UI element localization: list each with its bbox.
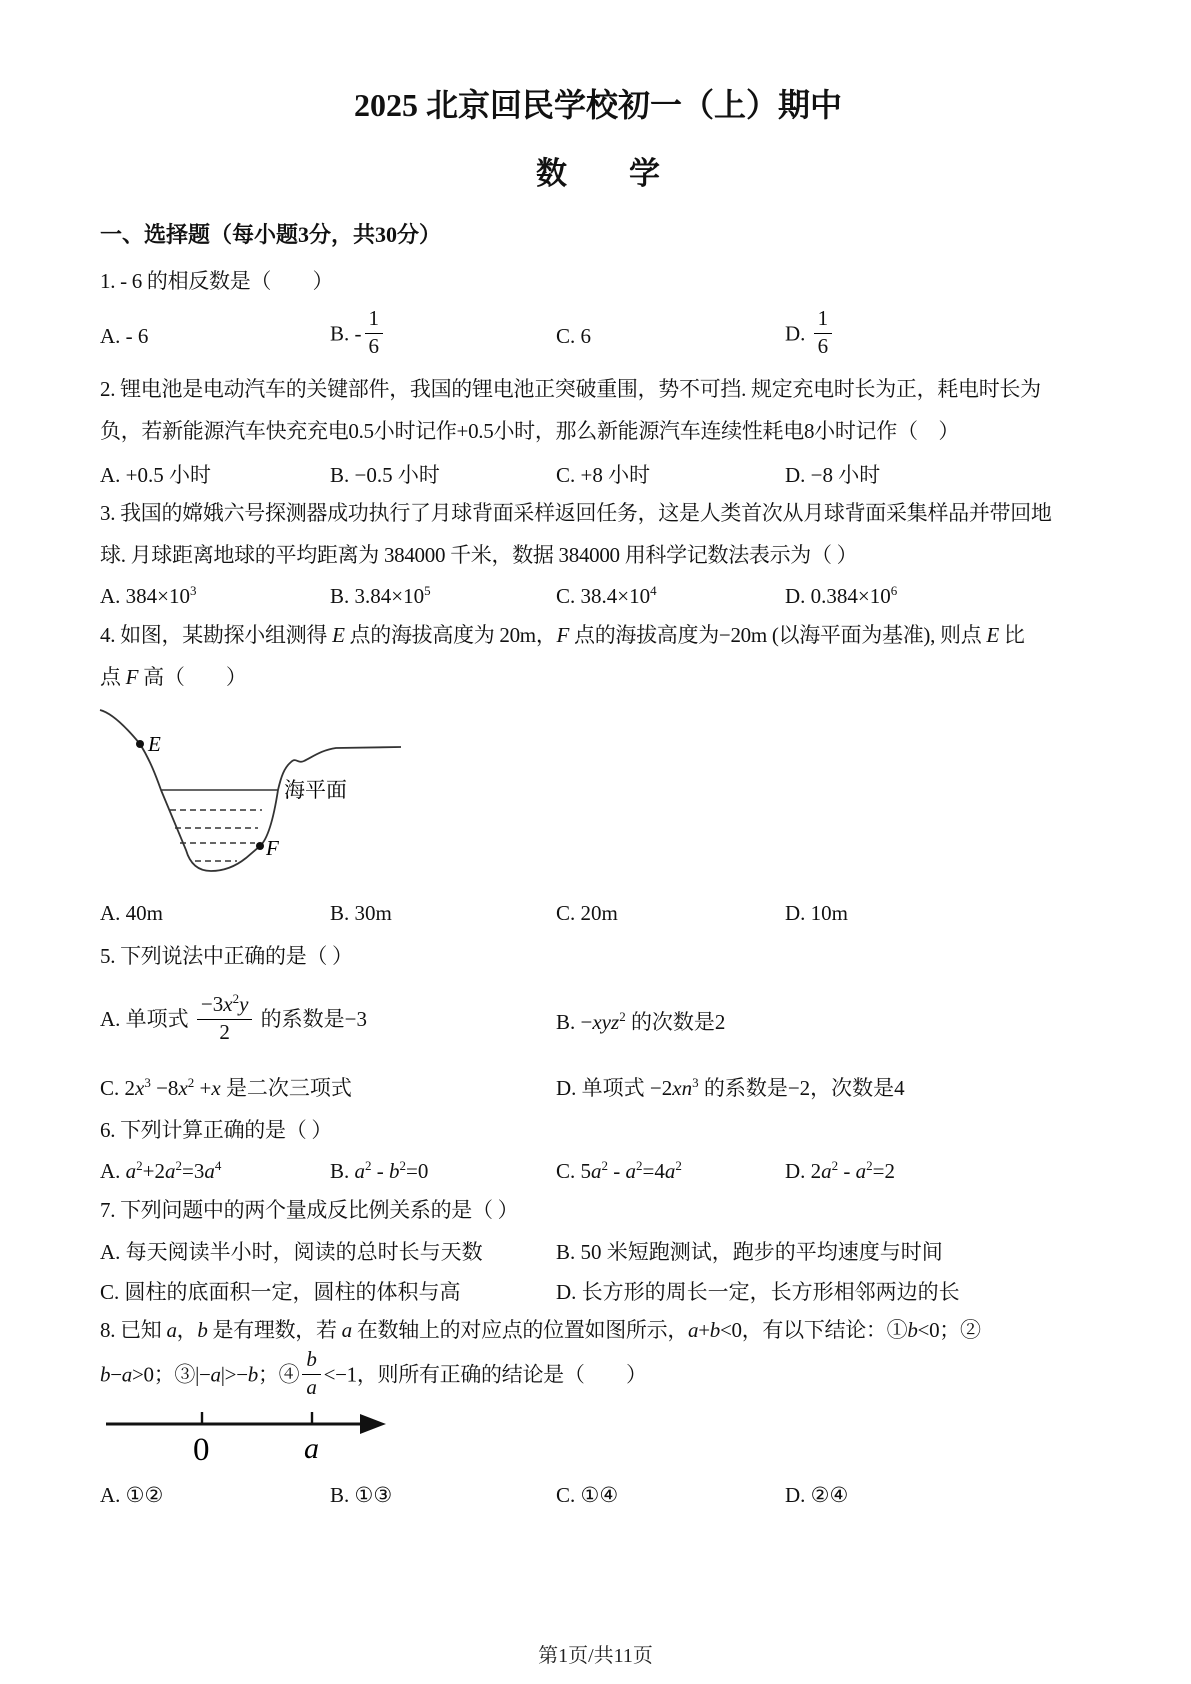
sea-level-label: 海平面	[284, 778, 347, 802]
option-c: C. $38.4\times 10^4$	[556, 583, 657, 608]
question-2	[100, 368, 1096, 492]
option-d: D. ②④	[785, 1482, 849, 1507]
a-label: a	[304, 1432, 319, 1466]
option-b: B. $3.84\times 10^5$	[330, 583, 431, 608]
question-4-options	[100, 895, 1096, 931]
page-title: 2025 北京回民学校初一（上）期中	[353, 87, 842, 123]
question-8	[100, 1309, 1096, 1513]
point-f-dot	[256, 842, 264, 850]
option-a: A. - 6	[100, 323, 149, 348]
option-d: D. 10m	[785, 900, 848, 925]
option-a: A. $a^2+2a^2=3a^4$	[100, 1158, 222, 1183]
question-1	[100, 260, 1096, 368]
question-5-options-cd	[100, 1069, 1096, 1105]
question-4-stem-line-1: 4. 如图，某勘探小组测得 E 点的海拔高度为 20m，F 点的海拔高度为−20m (以海平面为基准), 则点 E 比	[100, 623, 1025, 647]
question-6-stem: 6. 下列计算正确的是（ ）	[100, 1118, 333, 1142]
zero-label: 0	[193, 1432, 210, 1467]
option-c: C. 6	[556, 323, 592, 348]
question-7-options-cd	[100, 1273, 1096, 1309]
option-c: C. 20m	[556, 900, 618, 925]
option-c: C. ①④	[556, 1482, 619, 1507]
option-a: A. ①②	[100, 1482, 164, 1507]
question-5-stem: 5. 下列说法中正确的是（ ）	[100, 944, 353, 968]
option-c: C. +8 小时	[556, 463, 651, 487]
question-7-options-ab	[100, 1233, 1096, 1269]
terrain-figure	[94, 700, 1096, 887]
question-1-stem: 1. - 6 的相反数是（ ）	[100, 269, 334, 293]
question-1-options	[100, 304, 1096, 368]
question-2-stem-line-2: 负，若新能源汽车快充充电0.5小时记作+0.5小时，那么新能源汽车连续性耗电8小时记作（ ）	[100, 419, 960, 443]
option-b: B. - $\frac{1}{6}$	[330, 310, 556, 361]
terrain-figure-svg	[94, 700, 406, 882]
option-d: D. −8 小时	[785, 463, 881, 487]
question-6-options	[100, 1153, 1096, 1189]
question-5	[100, 935, 1096, 1105]
number-line-svg	[102, 1408, 392, 1466]
option-a: A. 40m	[100, 900, 163, 925]
point-e-label: E	[148, 732, 161, 756]
option-a: A. 每天阅读半小时，阅读的总时长与天数	[100, 1240, 483, 1264]
point-f-label: F	[266, 836, 279, 860]
option-c: C. 圆柱的底面积一定，圆柱的体积与高	[100, 1280, 461, 1304]
option-d: D. 单项式 $-2xn^3$ 的系数是−2，次数是4	[556, 1075, 905, 1100]
number-line-figure	[102, 1408, 1096, 1471]
option-b: B. ①③	[330, 1482, 393, 1507]
option-b: B. 50 米短跑测试，跑步的平均速度与时间	[556, 1240, 943, 1264]
subject-title: 数 学	[536, 156, 660, 191]
option-a: A. 单项式 $\frac{-3x^2y}{2}$ 的系数是−3	[100, 990, 368, 1044]
option-d: D. $0.384\times 10^6$	[785, 583, 898, 608]
section-heading: 一、选择题（每小题3分，共30分）	[100, 222, 442, 247]
arrowhead	[360, 1414, 386, 1434]
page-number: 第1页/共11页	[538, 1645, 653, 1667]
question-2-options	[100, 456, 1096, 492]
point-e-dot	[136, 740, 144, 748]
option-d: D. $\frac{1}{6}$	[785, 310, 1096, 361]
option-c: C. $5a^2 - a^2=4a^2$	[556, 1158, 682, 1183]
question-8-stem-line-2: b−a>0；③|−a|>−b；④ $\frac{b}{a}$ <−1，则所有正确的结论是（ ）	[100, 1347, 647, 1399]
question-3	[100, 492, 1096, 614]
question-4	[100, 614, 1096, 931]
question-2-stem-line-1: 2. 锂电池是电动汽车的关键部件，我国的锂电池正突破重围，势不可挡. 规定充电时长为正，耗电时长为	[100, 377, 1041, 401]
option-b: B. −0.5 小时	[330, 463, 440, 487]
question-7	[100, 1189, 1096, 1309]
option-a: A. $384\times 10^3$	[100, 583, 197, 608]
question-3-stem-line-1: 3. 我国的嫦娥六号探测器成功执行了月球背面采样返回任务，这是人类首次从月球背面采集样品并带回地	[100, 501, 1052, 525]
option-b: B. −xyz$^2$ 的次数是2	[556, 1009, 726, 1034]
question-3-stem-line-2: 球. 月球距离地球的平均距离为 384000 千米，数据 384000 用科学记数法表示为（ ）	[100, 543, 858, 567]
question-5-options-ab	[100, 979, 1096, 1063]
option-d: D. 长方形的周长一定，长方形相邻两边的长	[556, 1280, 960, 1304]
question-8-stem-line-1: 8. 已知 a，b 是有理数，若 a 在数轴上的对应点的位置如图所示，a+b<0，有以下结论：①b<0；②	[100, 1318, 981, 1342]
option-a: A. +0.5 小时	[100, 463, 212, 487]
option-b: B. $a^2 - b^2=0$	[330, 1158, 429, 1183]
option-b: B. 30m	[330, 900, 392, 925]
question-3-options	[100, 578, 1096, 614]
question-6	[100, 1109, 1096, 1189]
question-7-stem: 7. 下列问题中的两个量成反比例关系的是（ ）	[100, 1198, 519, 1222]
option-d: D. $2a^2 - a^2=2$	[785, 1158, 896, 1183]
option-c: C. $2x^3 -8x^2 +x$ 是二次三项式	[100, 1075, 352, 1100]
question-4-stem-line-2: 点 F 高（ ）	[100, 665, 247, 689]
question-8-options	[100, 1477, 1096, 1513]
